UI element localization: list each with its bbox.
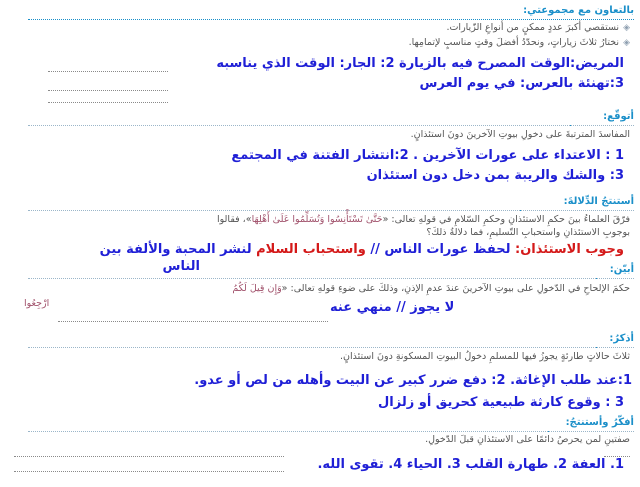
- section-title-group: بالتعاون مع مجموعتي:: [28, 4, 634, 20]
- answer-red-part: واستحباب السلام: [256, 242, 366, 257]
- answer-line-continued: الناس: [162, 259, 200, 274]
- diamond-bullet-icon: ◈: [623, 23, 630, 33]
- answer-line: 3 : وقوع كارثة طبيعية كحريق أو زلزال: [378, 395, 624, 410]
- section-prompt: المفاسدَ المترتبةَ على دخولِ بيوتِ الآخرينَ دونَ استئذانٍ.: [410, 129, 630, 140]
- answer-blue-part: لنشر المحبة والألفة بين: [99, 242, 257, 257]
- task-item-1-text: نستقصي أكبرَ عددٍ ممكنٍ من أنواعِ الزّيارات.: [446, 22, 620, 33]
- section-prompt: [217, 214, 630, 226]
- section-title-clarify: أبيّن:: [596, 263, 634, 279]
- task-item-1: [446, 22, 630, 34]
- task-item-2-text: نختارُ ثلاثَ زياراتٍ، ونحدّدُ أفضلَ وقتٍ مناسبٍ لإتمامِها.: [408, 37, 620, 48]
- prompt-text: فرّقَ العلماءُ بينَ حكمِ الاستئذانِ وحكمِ السّلامِ في قولهِ تعالى: «: [382, 214, 630, 225]
- answer-line: [100, 242, 624, 258]
- answer-dotted-line: [604, 456, 630, 457]
- section-divider: [28, 125, 634, 126]
- prompt-text: حكمَ الإلحاحِ في الدّخولِ على بيوتِ الآخرينَ عندَ عدمِ الإذنِ، وذلكَ على ضوءِ قولهِ تعالى: «: [281, 283, 630, 294]
- quran-verse-continued: ارْجِعُوا: [24, 298, 50, 309]
- answer-dotted-line: [14, 471, 284, 472]
- answer-dotted-line: [48, 71, 168, 72]
- prompt-text-end: »، فقالوا: [216, 214, 252, 225]
- answer-line: 1:عند طلب الإغاثة. 2: دفع ضرر كبير عن البيت وأهله من لص أو عدو.: [194, 373, 632, 388]
- answer-line: لا يجوز // منهي عنه: [330, 300, 455, 315]
- section-divider: [28, 347, 634, 348]
- section-title-mention: أذكرُ:: [596, 332, 634, 348]
- diamond-bullet-icon: ◈: [623, 38, 630, 48]
- section-prompt: [232, 283, 630, 295]
- quran-verse: حَتَّىٰ تَسْتَأْنِسُوا وَتُسَلِّمُوا عَلَىٰ أَهْلِهَا: [251, 214, 383, 225]
- answer-line: المريض:الوقت المصرح فيه بالزيارة 2: الجار: الوقت الذي يناسبه: [216, 56, 624, 71]
- answer-dotted-line: [58, 321, 328, 322]
- answer-line: 3: والشك والريبة بمن دخل دون استئذان: [366, 168, 624, 183]
- task-item-2: [409, 37, 630, 49]
- answer-dotted-line: [48, 102, 168, 103]
- section-prompt-line2: بوجوبِ الاستئذانِ واستحبابِ التّسليمِ، فما دلالةُ ذلكَ؟: [426, 227, 630, 238]
- quran-verse: وَإِن قِيلَ لَكُمُ: [232, 283, 282, 294]
- section-divider: [28, 278, 634, 279]
- section-prompt: ثلاثَ حالاتٍ طارئةٍ يجوزُ فيها للمسلمِ دخولُ البيوتِ المسكونةِ دونَ استئذانٍ.: [340, 351, 630, 362]
- answer-line: 1. العفة 2. طهارة القلب 3. الحياء 4. تقوى الله.: [317, 457, 624, 472]
- section-title-predict: أتوقّع:: [570, 110, 634, 126]
- answer-dotted-line: [48, 90, 168, 91]
- section-prompt: صفتينِ لمن يحرصُ دائمًا على الاستئذانِ قبلَ الدّخولِ.: [425, 434, 630, 445]
- answer-red-part: وجوب الاستئذان:: [515, 242, 624, 257]
- answer-line: 1 : الاعتداء على عورات الآخرين . 2:انتشار الفتنة في المجتمع: [231, 148, 624, 163]
- section-title-infer: أستنتجُ الدِّلالةَ:: [520, 195, 634, 211]
- section-divider: [28, 210, 634, 211]
- section-divider: [28, 431, 634, 432]
- answer-dotted-line: [14, 456, 284, 457]
- answer-line: 3:تهنئة بالعرس: في يوم العرس: [419, 76, 624, 91]
- answer-blue-part: لحفظ عورات الناس //: [365, 242, 516, 257]
- section-title-think: أفكّرُ وأستنتجُ:: [548, 416, 634, 432]
